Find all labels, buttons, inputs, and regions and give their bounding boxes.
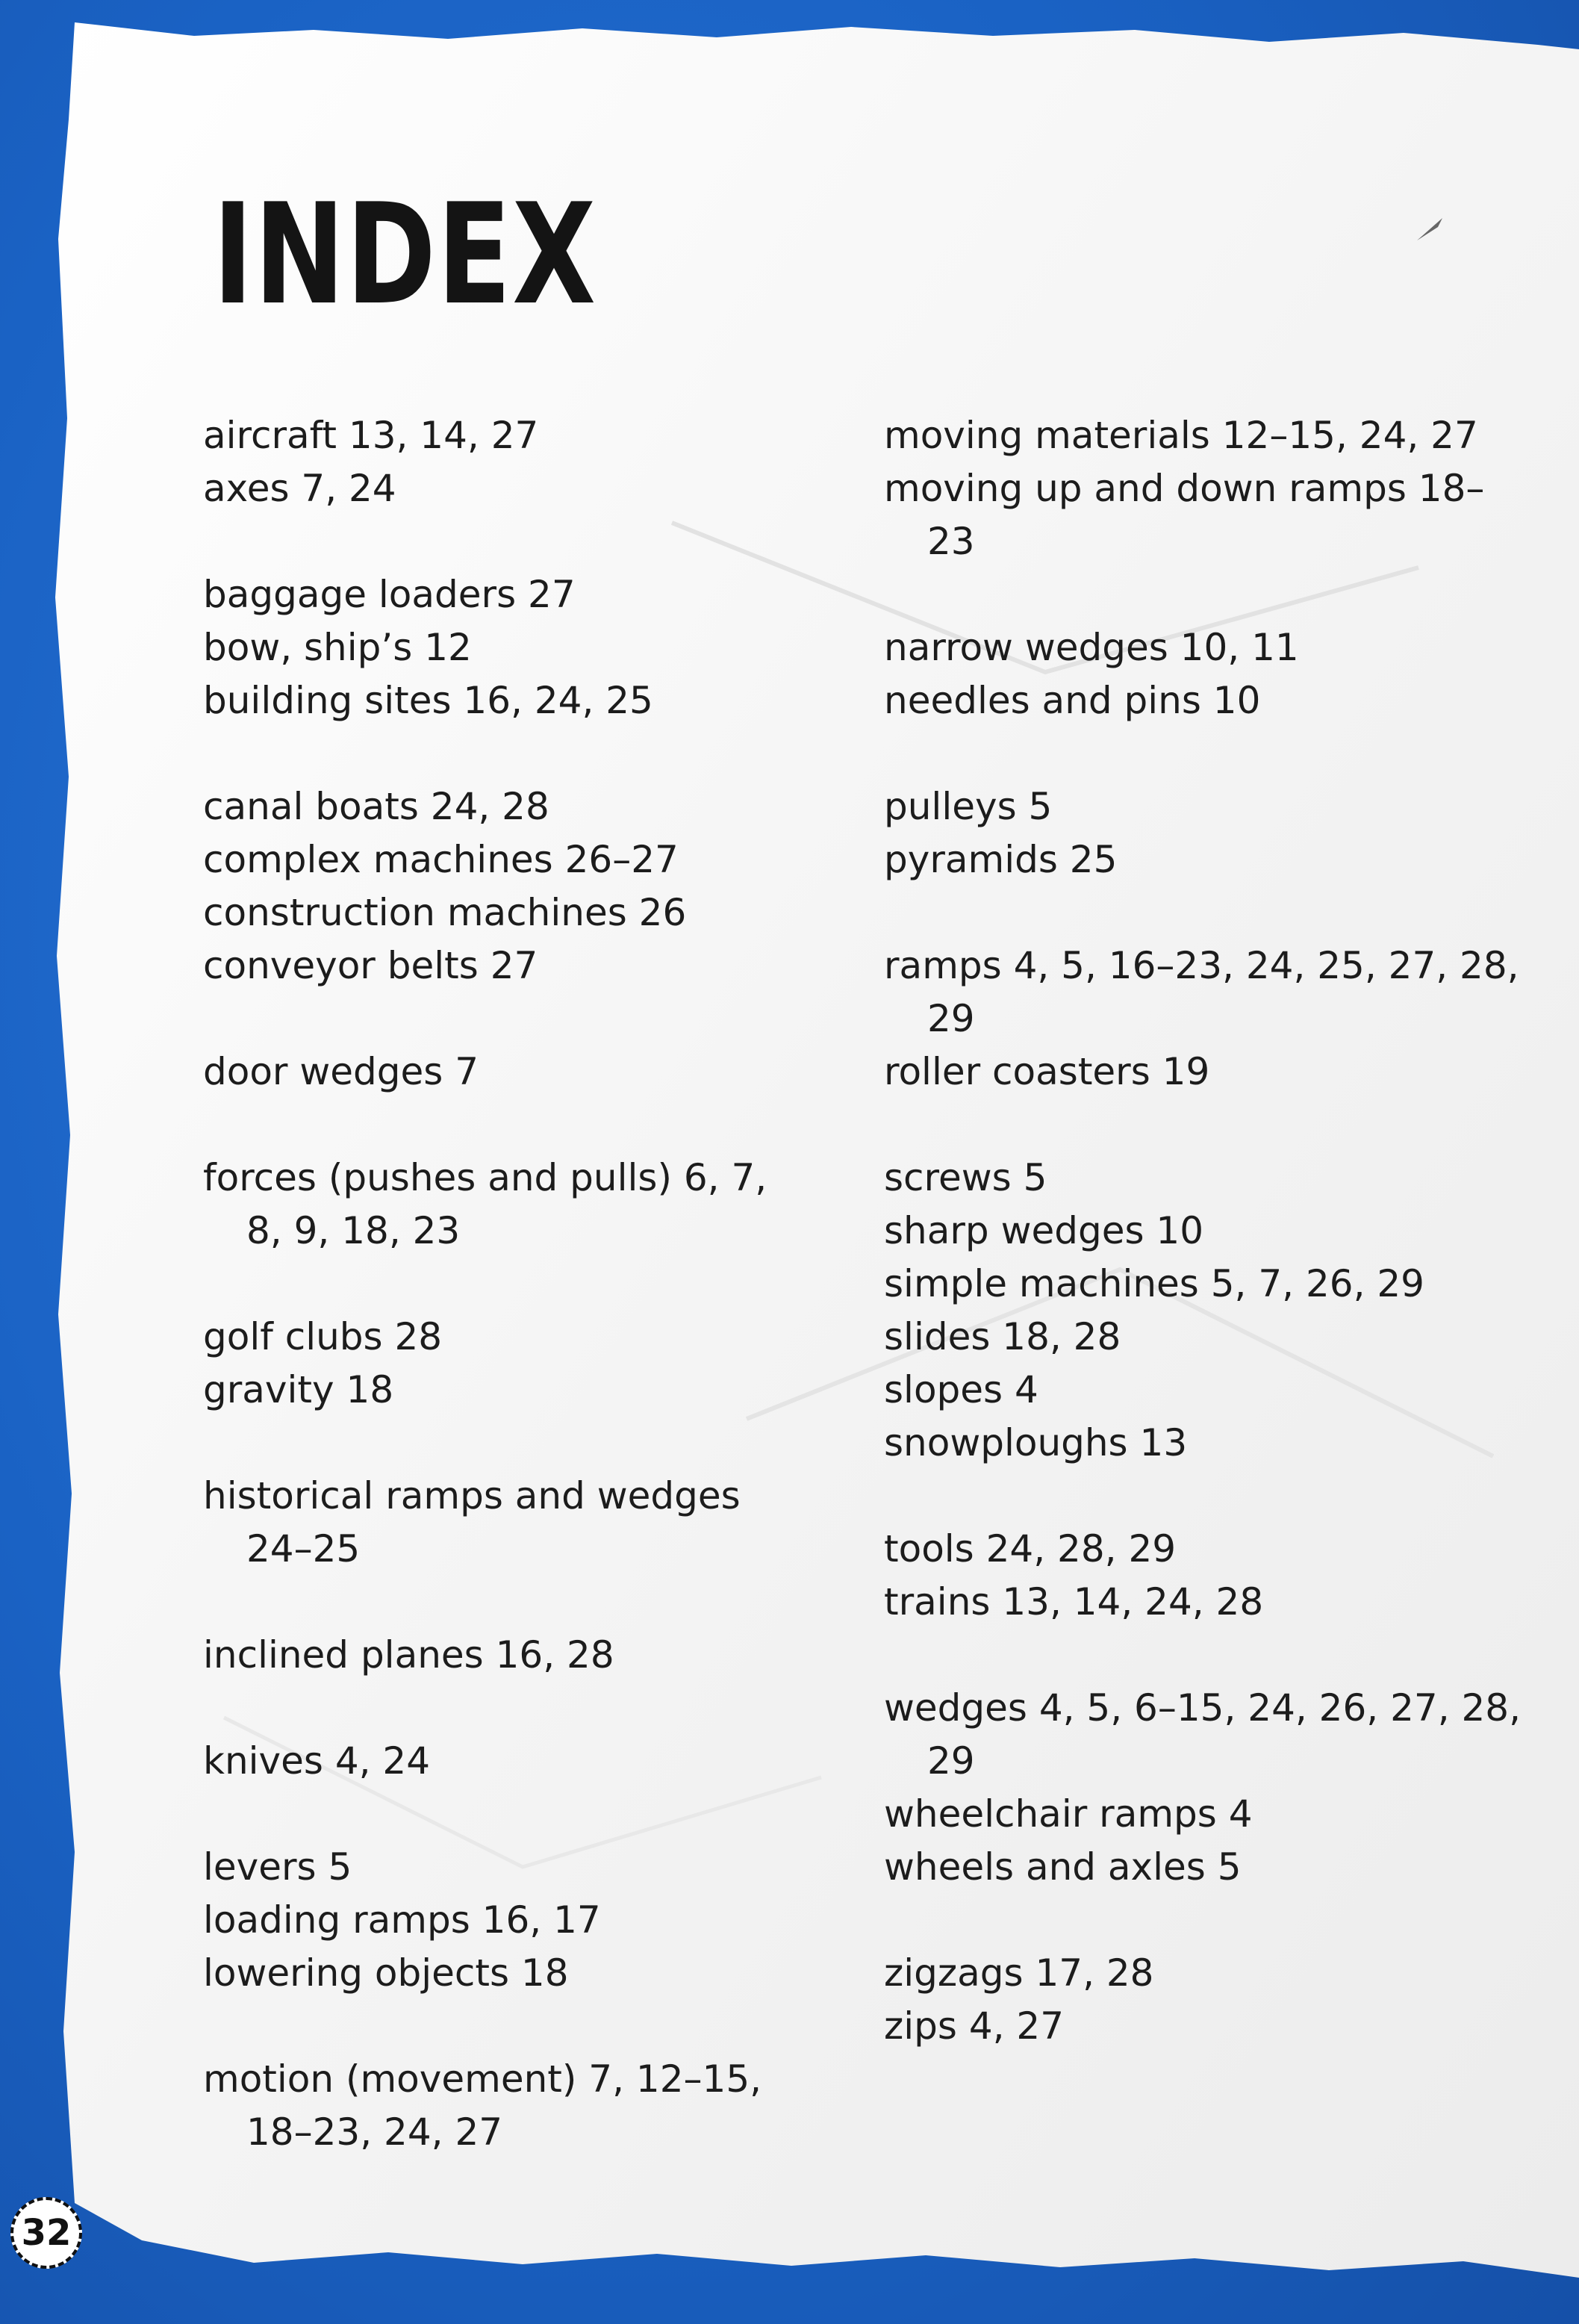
pen-mark-icon xyxy=(1416,217,1445,243)
index-letter-group xyxy=(884,1523,1526,1629)
index-letter-group xyxy=(884,1947,1526,2053)
index-entry: pulleys 5 xyxy=(884,785,1053,828)
index-entry: ramps 4, 5, 16–23, 24, 25, 27, 28, 29 xyxy=(884,944,1519,1040)
index-letter-group xyxy=(203,2053,800,2159)
index-entry: sharp wedges 10 xyxy=(884,1209,1204,1252)
index-entry: needles and pins 10 xyxy=(884,679,1261,722)
page-number-badge xyxy=(10,2197,82,2269)
index-entry: loading ramps 16, 17 xyxy=(203,1898,601,1942)
index-column-right xyxy=(884,409,1526,2106)
index-entry: canal boats 24, 28 xyxy=(203,785,549,828)
index-entry: slopes 4 xyxy=(884,1368,1038,1411)
index-entry: pyramids 25 xyxy=(884,838,1118,881)
index-entry: golf clubs 28 xyxy=(203,1315,443,1358)
index-entry: zigzags 17, 28 xyxy=(884,1951,1154,1995)
index-entry: construction machines 26 xyxy=(203,891,687,934)
index-entry: knives 4, 24 xyxy=(203,1739,431,1783)
index-entry: conveyor belts 27 xyxy=(203,944,538,987)
index-entry: simple machines 5, 7, 26, 29 xyxy=(884,1262,1424,1305)
page-number: 32 xyxy=(21,2212,72,2254)
index-entry: bow, ship’s 12 xyxy=(203,626,472,669)
index-letter-group xyxy=(884,780,1526,886)
index-letter-group xyxy=(203,1311,800,1417)
index-entry: snowploughs 13 xyxy=(884,1421,1188,1464)
index-entry: wheels and axles 5 xyxy=(884,1845,1242,1889)
index-entry: screws 5 xyxy=(884,1156,1047,1199)
index-letter-group xyxy=(884,1682,1526,1894)
index-entry: historical ramps and wedges 24–25 xyxy=(203,1474,741,1570)
index-letter-group xyxy=(203,409,800,515)
index-letter-group xyxy=(884,409,1526,568)
index-entry: slides 18, 28 xyxy=(884,1315,1121,1358)
index-entry: levers 5 xyxy=(203,1845,352,1889)
page-title: INDEX xyxy=(213,173,597,335)
index-letter-group xyxy=(884,1152,1526,1470)
index-entry: motion (movement) 7, 12–15, 18–23, 24, 27 xyxy=(203,2057,762,2154)
index-column-left xyxy=(203,409,800,2212)
index-entry: axes 7, 24 xyxy=(203,467,396,510)
index-entry: moving up and down ramps 18–23 xyxy=(884,467,1485,563)
index-entry: roller coasters 19 xyxy=(884,1050,1210,1093)
index-entry: complex machines 26–27 xyxy=(203,838,679,881)
index-letter-group xyxy=(203,780,800,992)
index-entry: tools 24, 28, 29 xyxy=(884,1527,1177,1570)
index-entry: wedges 4, 5, 6–15, 24, 26, 27, 28, 29 xyxy=(884,1686,1522,1783)
index-letter-group xyxy=(203,1735,800,1788)
index-entry: aircraft 13, 14, 27 xyxy=(203,414,539,457)
index-letter-group xyxy=(203,1046,800,1099)
index-entry: wheelchair ramps 4 xyxy=(884,1792,1253,1836)
index-letter-group xyxy=(203,1629,800,1682)
index-entry: trains 13, 14, 24, 28 xyxy=(884,1580,1264,1624)
index-letter-group xyxy=(884,621,1526,727)
index-letter-group xyxy=(203,1841,800,2000)
index-entry: door wedges 7 xyxy=(203,1050,479,1093)
index-entry: forces (pushes and pulls) 6, 7, 8, 9, 18, 23 xyxy=(203,1156,767,1252)
index-letter-group xyxy=(203,1152,800,1258)
index-letter-group xyxy=(203,1470,800,1576)
index-entry: baggage loaders 27 xyxy=(203,573,576,616)
index-letter-group xyxy=(203,568,800,727)
index-entry: zips 4, 27 xyxy=(884,2004,1065,2048)
index-entry: lowering objects 18 xyxy=(203,1951,569,1995)
index-entry: gravity 18 xyxy=(203,1368,394,1411)
index-entry: inclined planes 16, 28 xyxy=(203,1633,614,1677)
index-entry: narrow wedges 10, 11 xyxy=(884,626,1299,669)
index-letter-group xyxy=(884,939,1526,1099)
index-entry: moving materials 12–15, 24, 27 xyxy=(884,414,1478,457)
index-entry: building sites 16, 24, 25 xyxy=(203,679,653,722)
